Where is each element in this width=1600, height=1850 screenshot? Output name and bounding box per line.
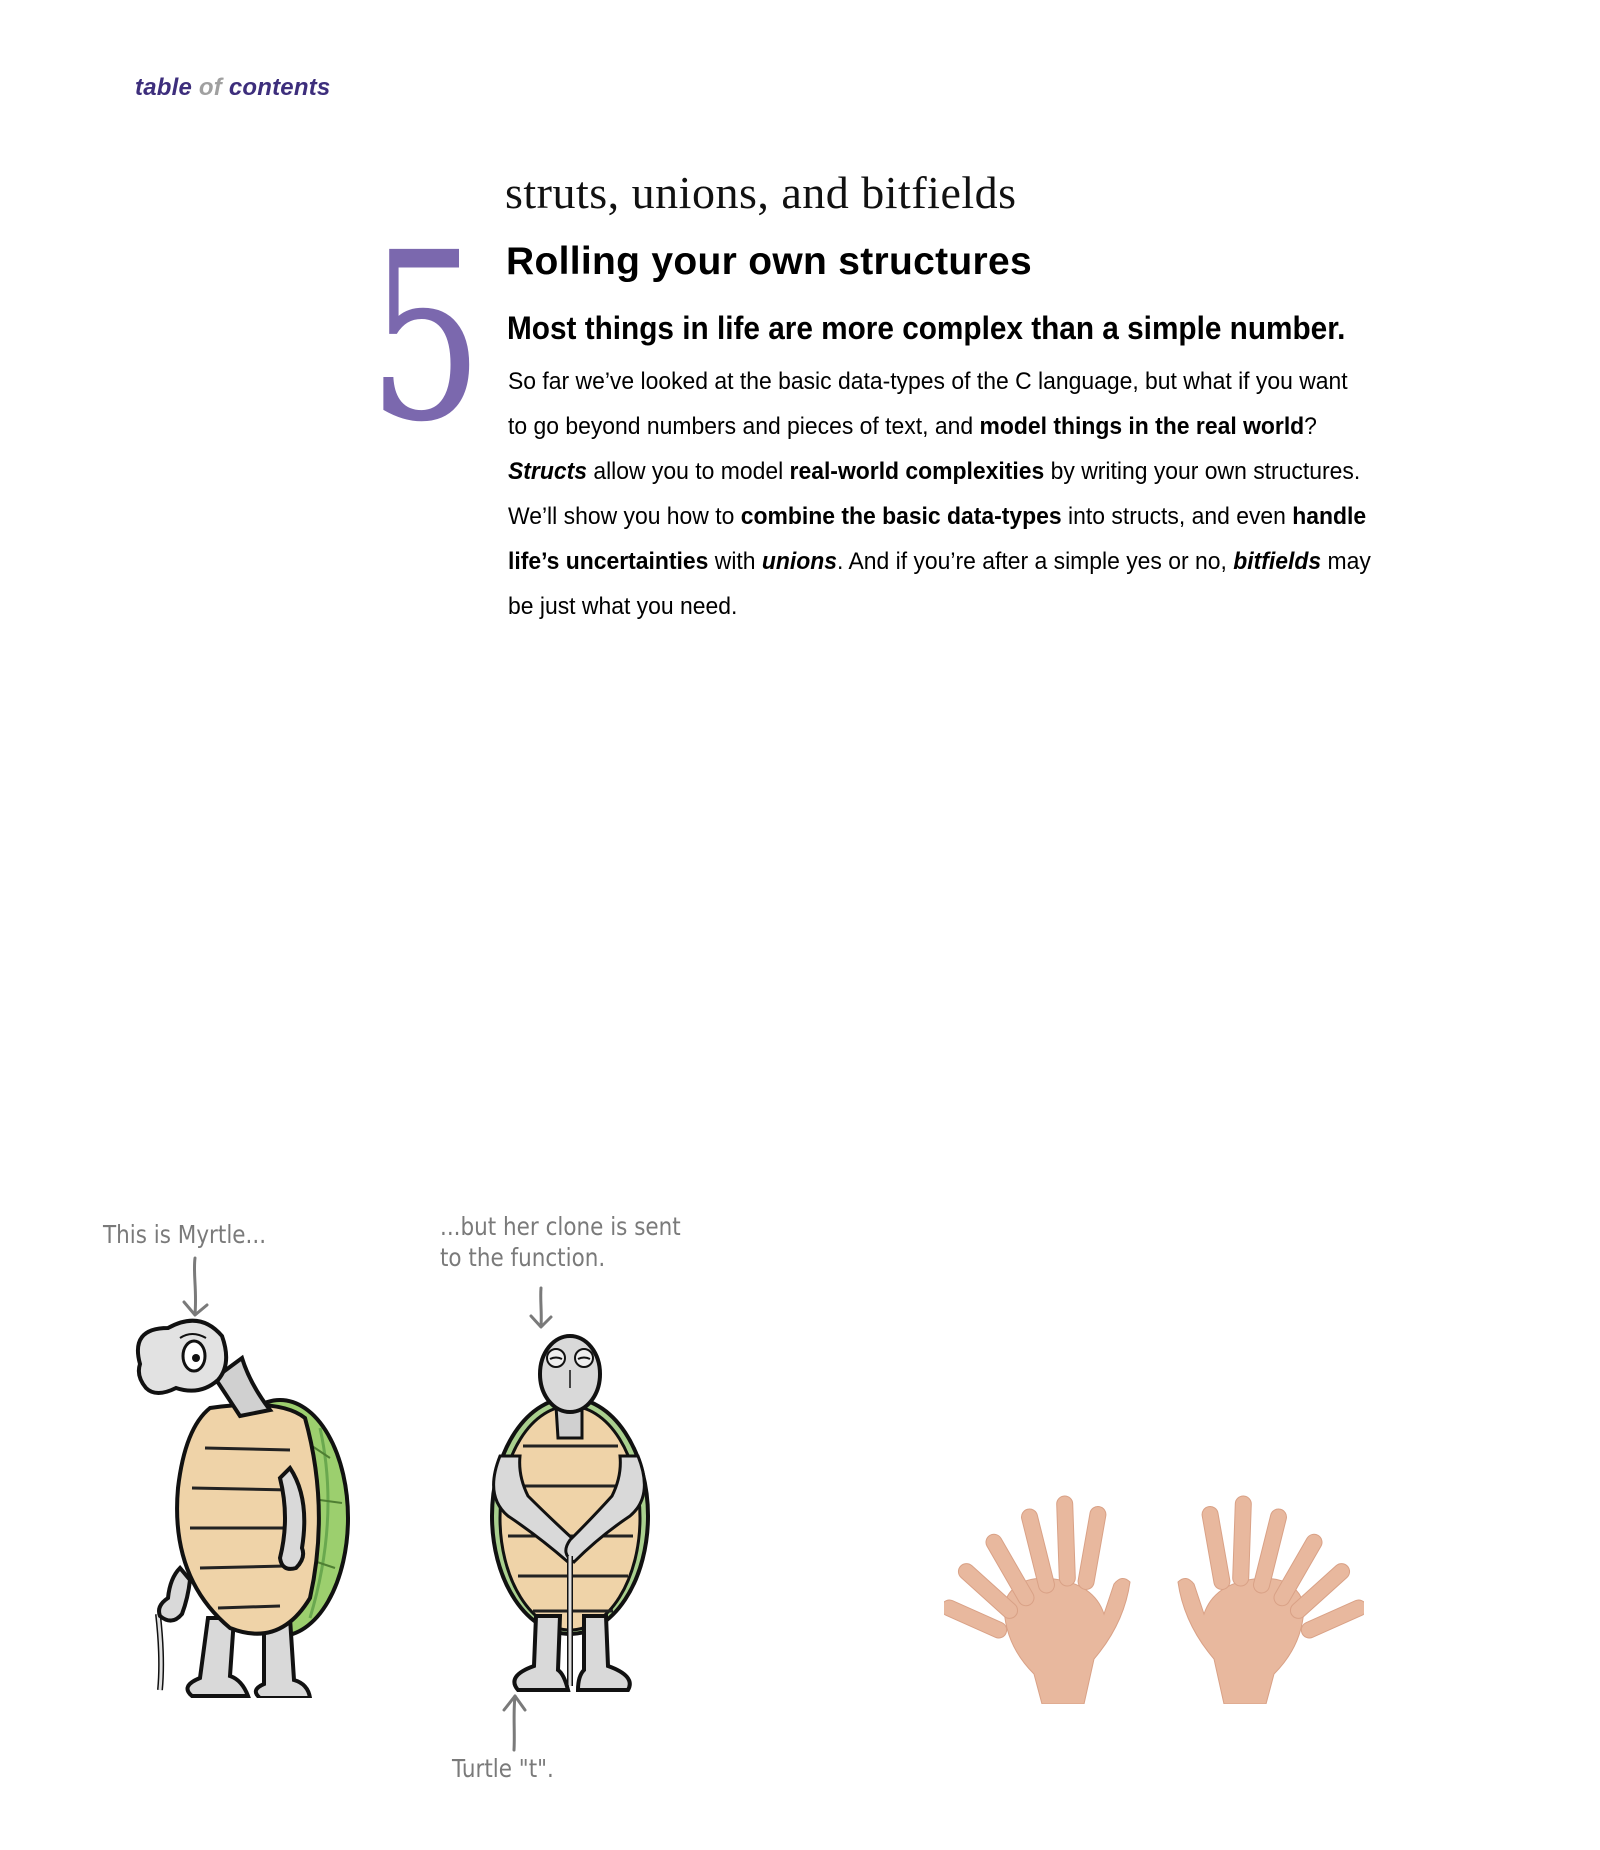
- body-line-5: [508, 539, 1463, 584]
- body-text: into structs, and even: [1061, 503, 1293, 530]
- caption-clone-line-1: ...but her clone is sent: [440, 1212, 681, 1241]
- caption-turtle-t: Turtle "t".: [452, 1754, 554, 1783]
- emphasis-text: model things in the real world: [979, 413, 1305, 440]
- emphasis-term: unions: [761, 548, 838, 575]
- caption-clone: [440, 1211, 681, 1273]
- toc-word-contents: contents: [228, 74, 331, 101]
- emphasis-text: life’s uncertainties: [508, 548, 709, 575]
- toc-word-of: of: [198, 74, 222, 101]
- body-text: to go beyond numbers and pieces of text, and: [508, 413, 980, 440]
- caption-myrtle: This is Myrtle...: [103, 1220, 267, 1249]
- body-text: . And if you’re after a simple yes or no,: [837, 548, 1234, 575]
- chapter-title: Rolling your own structures: [506, 240, 1032, 283]
- body-line-2: [508, 404, 1463, 449]
- emphasis-text: combine the basic data-types: [740, 503, 1062, 530]
- body-text: by writing your own structures.: [1044, 458, 1361, 485]
- emphasis-term: Structs: [508, 458, 587, 485]
- body-text: be just what you need.: [508, 593, 738, 620]
- body-text: ?: [1304, 413, 1317, 440]
- emphasis-text: handle: [1292, 503, 1367, 530]
- body-text: We’ll show you how to: [508, 503, 741, 530]
- emphasis-term: bitfields: [1233, 548, 1322, 575]
- table-of-contents-header: [135, 74, 330, 102]
- body-text: So far we’ve looked at the basic data-types of the C language, but what if you want: [508, 368, 1348, 395]
- body-text: allow you to model: [586, 458, 790, 485]
- two-hands-illustration: [944, 1484, 1364, 1709]
- body-text: may: [1321, 548, 1371, 575]
- body-line-1: [508, 359, 1463, 404]
- body-line-6: [508, 584, 1463, 629]
- body-text: with: [708, 548, 762, 575]
- toc-word-table: table: [135, 74, 193, 101]
- caption-clone-line-2: to the function.: [440, 1243, 606, 1272]
- emphasis-text: real-world complexities: [789, 458, 1045, 485]
- chapter-script-title: struts, unions, and bitfields: [505, 167, 1017, 218]
- chapter-intro-paragraph: [508, 359, 1508, 629]
- chapter-subheading: Most things in life are more complex than a simple number.: [507, 310, 1346, 346]
- chapter-number: 5: [368, 203, 484, 473]
- body-line-3: [508, 449, 1463, 494]
- turtle-myrtle-illustration: [130, 1318, 370, 1703]
- body-line-4: [508, 494, 1463, 539]
- arrow-down-icon: [176, 1256, 216, 1320]
- arrow-up-icon: [498, 1692, 532, 1752]
- turtle-clone-illustration: [478, 1326, 658, 1701]
